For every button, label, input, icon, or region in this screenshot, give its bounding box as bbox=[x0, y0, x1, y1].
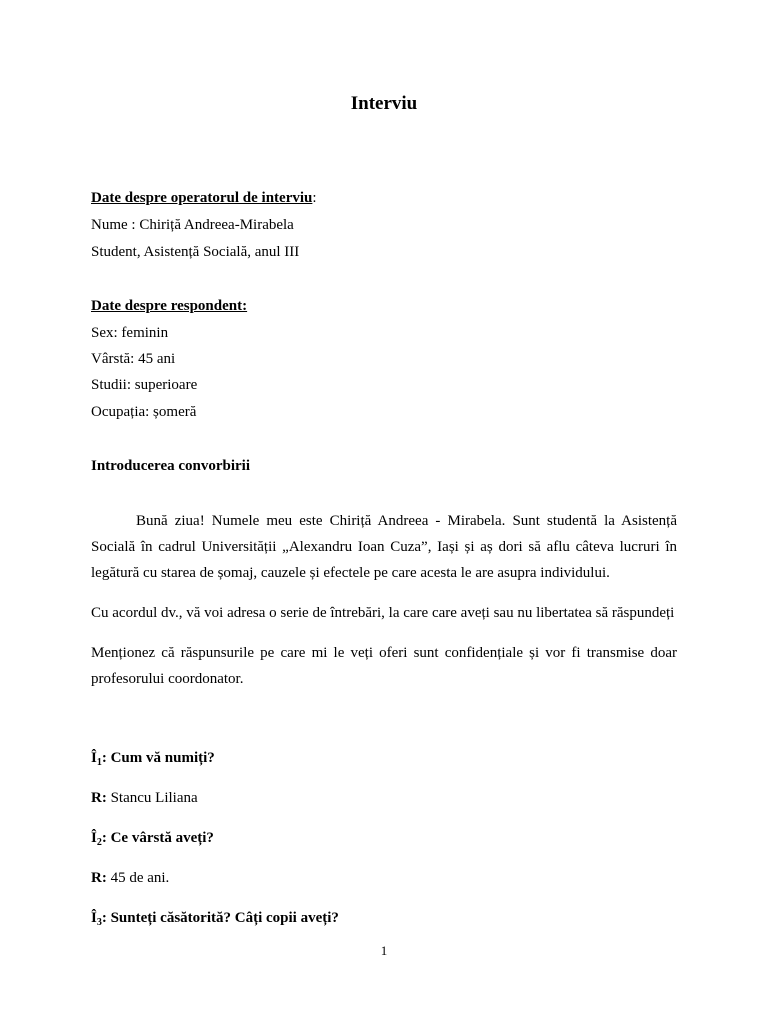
intro-heading: Introducerea convorbirii bbox=[91, 458, 251, 474]
question-text: : Ce vârstă aveți? bbox=[101, 830, 214, 846]
question-prefix: Î bbox=[91, 750, 97, 766]
intro-paragraph-2: Cu acordul dv., vă voi adresa o serie de întrebări, la care care aveți sau nu libertatea să răspundeți bbox=[91, 605, 675, 621]
question-text: : Sunteți căsătorită? Câți copii aveți? bbox=[101, 910, 339, 926]
question-index: 3 bbox=[96, 917, 102, 928]
respondent-heading: Date despre respondent: bbox=[91, 298, 248, 314]
respondent-studies: Studii: superioare bbox=[91, 377, 198, 393]
operator-role: Student, Asistență Socială, anul III bbox=[91, 244, 300, 260]
question-index: 2 bbox=[96, 837, 102, 848]
answer-1 bbox=[91, 790, 198, 807]
operator-heading: Date despre operatorul de interviu bbox=[91, 190, 313, 206]
respondent-occupation: Ocupația: șomeră bbox=[91, 404, 197, 420]
page-number: 1 bbox=[380, 943, 388, 958]
answer-prefix: R: bbox=[91, 790, 107, 806]
question-index: 1 bbox=[96, 757, 102, 768]
document-title: Interviu bbox=[350, 93, 418, 114]
question-prefix: Î bbox=[91, 830, 97, 846]
question-3 bbox=[91, 910, 339, 927]
question-text: : Cum vă numiți? bbox=[101, 750, 215, 766]
question-2 bbox=[91, 830, 214, 847]
answer-text: 45 de ani. bbox=[106, 870, 170, 886]
question-1 bbox=[91, 750, 215, 767]
intro-paragraph-3: Menționez că răspunsurile pe care mi le veți oferi sunt confidențiale și vor fi transmise doar profesorului coordonator. bbox=[91, 645, 677, 687]
intro-paragraph-1: Bună ziua! Numele meu este Chiriță Andreea - Mirabela. Sunt studentă la Asistență Socială în cadrul Universității „Alexandru Ioan Cuza”, Iași și aș dori să aflu câteva lucruri în legătură cu starea de șomaj, cauzele și efectele pe care acesta le are asupra individului. bbox=[91, 513, 677, 581]
answer-text: Stancu Liliana bbox=[106, 790, 198, 806]
respondent-age: Vârstă: 45 ani bbox=[91, 351, 176, 367]
question-prefix: Î bbox=[91, 910, 97, 926]
answer-2 bbox=[91, 870, 169, 887]
operator-heading-colon: : bbox=[312, 190, 317, 206]
respondent-sex: Sex: feminin bbox=[91, 325, 169, 341]
operator-name: Nume : Chiriță Andreea-Mirabela bbox=[91, 217, 294, 233]
operator-heading-line bbox=[91, 190, 317, 207]
answer-prefix: R: bbox=[91, 870, 107, 886]
